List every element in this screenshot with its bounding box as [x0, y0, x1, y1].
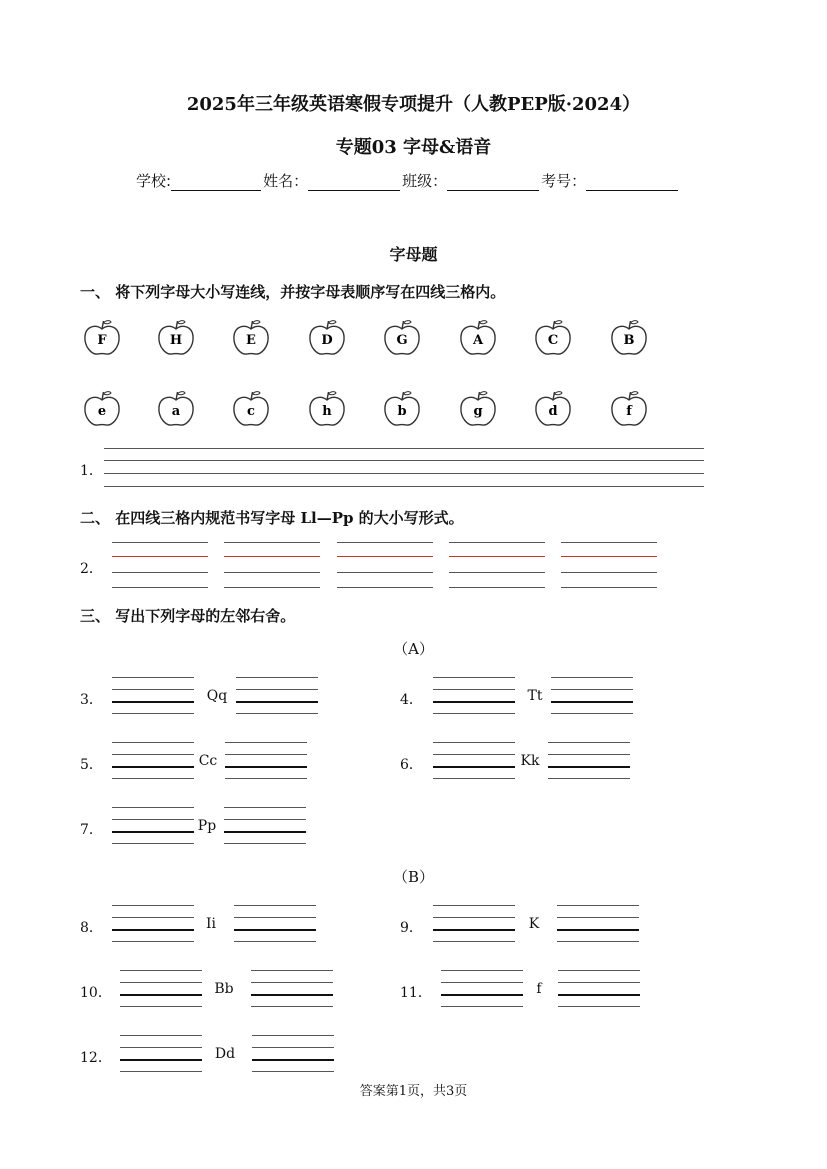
apple-letter: a — [171, 404, 181, 419]
q3-item-number: 9． — [400, 920, 423, 936]
q3-left-neighbor-lines[interactable] — [433, 905, 515, 943]
name-field[interactable] — [308, 176, 400, 191]
q3-left-neighbor-lines[interactable] — [433, 677, 515, 715]
apple-uppercase-3[interactable] — [307, 318, 347, 362]
q3-left-neighbor-lines[interactable] — [112, 905, 194, 943]
apple-letter: B — [623, 333, 635, 348]
school-label: 学校: — [136, 172, 172, 190]
q3-given-letter: Cc — [198, 753, 218, 769]
document-subtitle: 专题03 字母&语音 — [335, 137, 492, 158]
apple-uppercase-2[interactable] — [231, 318, 271, 362]
apple-uppercase-7[interactable] — [609, 318, 649, 362]
apple-letter: f — [626, 404, 632, 419]
q3-right-neighbor-lines[interactable] — [234, 905, 316, 943]
q3-right-neighbor-lines[interactable] — [251, 970, 333, 1008]
class-label: 班级： — [402, 172, 448, 190]
q3-item-number: 12． — [80, 1050, 112, 1066]
apple-letter: G — [396, 333, 408, 348]
q3-given-letter: f — [536, 981, 542, 997]
apple-letter: c — [247, 404, 255, 419]
apple-letter: H — [169, 333, 183, 348]
student-info-row — [136, 170, 680, 191]
section-title: 字母题 — [389, 245, 438, 264]
apple-lowercase-7[interactable] — [609, 389, 649, 433]
group-b-label: （B） — [392, 868, 435, 886]
q3-left-neighbor-lines[interactable] — [120, 1035, 202, 1073]
apple-letter: D — [321, 333, 333, 348]
q3-right-neighbor-lines[interactable] — [548, 742, 630, 780]
apple-letter: F — [97, 333, 107, 348]
q2-grid-4[interactable] — [561, 542, 657, 590]
q3-right-neighbor-lines[interactable] — [236, 677, 318, 715]
apple-letter: E — [246, 333, 256, 348]
q3-item-number: 4． — [400, 692, 423, 708]
q1-writing-lines[interactable] — [104, 448, 704, 488]
q3-right-neighbor-lines[interactable] — [551, 677, 633, 715]
q3-given-letter: K — [528, 916, 540, 932]
apple-lowercase-2[interactable] — [231, 389, 271, 433]
group-a-label: （A） — [393, 640, 434, 658]
apple-letter: C — [547, 333, 559, 348]
q3-item-number: 11． — [400, 985, 432, 1001]
q3-right-neighbor-lines[interactable] — [558, 970, 640, 1008]
q2-number: 2． — [80, 561, 103, 577]
q3-right-neighbor-lines[interactable] — [252, 1035, 334, 1073]
apple-uppercase-6[interactable] — [533, 318, 573, 362]
q1-number: 1． — [80, 463, 103, 479]
q3-left-neighbor-lines[interactable] — [112, 742, 194, 780]
apple-lowercase-0[interactable] — [82, 389, 122, 433]
q3-given-letter: Dd — [214, 1046, 236, 1062]
q3-given-letter: Bb — [214, 981, 234, 997]
apple-lowercase-5[interactable] — [458, 389, 498, 433]
q3-left-neighbor-lines[interactable] — [433, 742, 515, 780]
apple-uppercase-4[interactable] — [382, 318, 422, 362]
q3-right-neighbor-lines[interactable] — [557, 905, 639, 943]
document-title: 2025年三年级英语寒假专项提升（人教PEP版·2024） — [186, 94, 641, 115]
q2-grid-3[interactable] — [449, 542, 545, 590]
apple-lowercase-1[interactable] — [156, 389, 196, 433]
q3-given-letter: Qq — [206, 688, 228, 704]
apple-lowercase-6[interactable] — [533, 389, 573, 433]
name-label: 姓名： — [263, 172, 309, 190]
apple-letter: e — [97, 404, 107, 419]
q2-grid-1[interactable] — [224, 542, 320, 590]
apple-lowercase-4[interactable] — [382, 389, 422, 433]
q3-heading: 三、 写出下列字母的左邻右舍。 — [80, 607, 296, 625]
q3-given-letter: Tt — [527, 688, 543, 704]
q3-given-letter: Ii — [205, 916, 216, 932]
apple-letter: d — [548, 404, 558, 419]
apple-lowercase-3[interactable] — [307, 389, 347, 433]
apple-uppercase-5[interactable] — [458, 318, 498, 362]
q3-item-number: 7． — [80, 822, 103, 838]
apple-letter: g — [473, 404, 483, 419]
q3-left-neighbor-lines[interactable] — [112, 677, 194, 715]
q3-given-letter: Pp — [197, 818, 217, 834]
exam-number-label: 考号： — [541, 172, 587, 190]
q3-right-neighbor-lines[interactable] — [225, 742, 307, 780]
apple-letter: A — [472, 333, 484, 348]
q3-left-neighbor-lines[interactable] — [112, 807, 194, 845]
q3-item-number: 3． — [80, 692, 103, 708]
q3-given-letter: Kk — [520, 753, 540, 769]
q2-grid-0[interactable] — [112, 542, 208, 590]
apple-letter: h — [322, 404, 332, 419]
school-field[interactable] — [171, 176, 261, 191]
apple-letter: b — [397, 404, 407, 419]
class-field[interactable] — [447, 176, 539, 191]
q2-heading: 二、 在四线三格内规范书写字母 Ll—Pp 的大小写形式。 — [80, 509, 464, 527]
exam-number-field[interactable] — [586, 176, 678, 191]
q3-right-neighbor-lines[interactable] — [224, 807, 306, 845]
q3-left-neighbor-lines[interactable] — [441, 970, 523, 1008]
q3-item-number: 8． — [80, 920, 103, 936]
apple-uppercase-0[interactable] — [82, 318, 122, 362]
page-footer: 答案第1页，共3页 — [359, 1084, 468, 1099]
apple-uppercase-1[interactable] — [156, 318, 196, 362]
q2-grid-2[interactable] — [337, 542, 433, 590]
q1-heading: 一、 将下列字母大小写连线，并按字母表顺序写在四线三格内。 — [80, 283, 506, 301]
q3-item-number: 10． — [80, 985, 112, 1001]
q3-item-number: 5． — [80, 757, 103, 773]
q3-left-neighbor-lines[interactable] — [120, 970, 202, 1008]
q3-item-number: 6． — [400, 757, 423, 773]
